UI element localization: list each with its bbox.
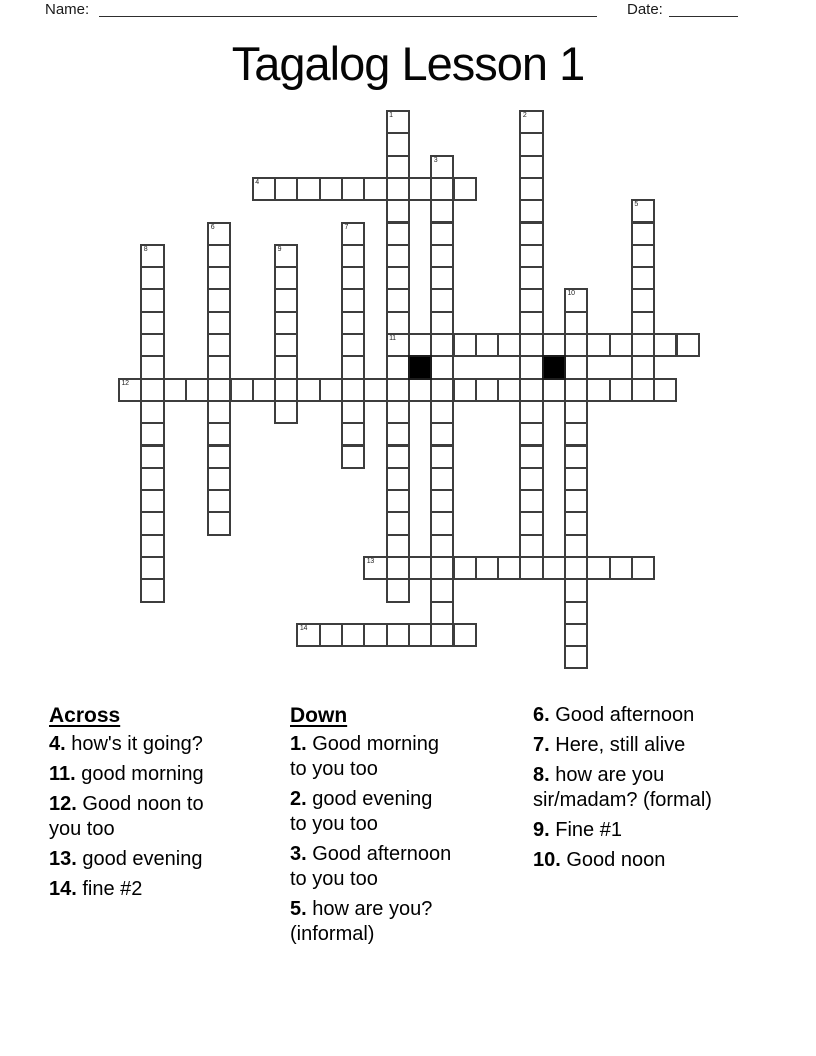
grid-cell-r4-c14[interactable]	[430, 199, 454, 223]
grid-cell-r5-c23[interactable]	[631, 222, 655, 246]
grid-cell-r20-c13[interactable]	[408, 556, 432, 580]
grid-cell-r15-c10[interactable]	[341, 445, 365, 469]
clue-5-down	[290, 897, 502, 947]
grid-cell-r19-c1[interactable]	[140, 534, 164, 558]
down-heading: Down	[290, 704, 348, 727]
grid-cell-r23-c20[interactable]	[564, 623, 588, 647]
grid-cell-r11-c14[interactable]	[430, 355, 454, 379]
grid-cell-r9-c20[interactable]	[564, 311, 588, 335]
grid-cell-r12-c17[interactable]	[497, 378, 521, 402]
clue-number: 13.	[49, 848, 77, 870]
grid-cell-r13-c12[interactable]	[386, 400, 410, 424]
cell-number-13: 13	[366, 558, 374, 565]
grid-cell-r10-c4[interactable]	[207, 333, 231, 357]
clue-line: to you too	[290, 813, 378, 835]
grid-cell-r7-c7[interactable]	[274, 266, 298, 290]
clue-12-across	[49, 792, 246, 842]
cell-number-12: 12	[121, 379, 129, 387]
grid-cell-r6-c7[interactable]	[274, 244, 298, 268]
grid-cell-r14-c10[interactable]	[341, 422, 365, 446]
clue-number: 2.	[290, 788, 307, 810]
grid-cell-r23-c9[interactable]	[319, 623, 343, 647]
grid-cell-r17-c4[interactable]	[207, 489, 231, 513]
grid-cell-r19-c12[interactable]	[386, 534, 410, 558]
grid-cell-r13-c7[interactable]	[274, 400, 298, 424]
clue-number: 8.	[533, 764, 550, 786]
grid-cell-r23-c14[interactable]	[430, 623, 454, 647]
grid-cell-r10-c14[interactable]	[430, 333, 454, 357]
grid-cell-r0-c18[interactable]	[519, 110, 543, 134]
grid-cell-r3-c14[interactable]	[430, 177, 454, 201]
grid-cell-r9-c18[interactable]	[519, 311, 543, 335]
clue-line: 6. Good afternoon	[533, 704, 695, 726]
grid-cell-r10-c16[interactable]	[475, 333, 499, 357]
across-heading: Across	[49, 704, 121, 727]
clue-number: 1.	[290, 733, 307, 755]
grid-cell-r7-c1[interactable]	[140, 266, 164, 290]
cell-number-6: 6	[210, 223, 215, 231]
grid-cell-r9-c7[interactable]	[274, 311, 298, 335]
grid-cell-r17-c1[interactable]	[140, 489, 164, 513]
grid-cell-r17-c12[interactable]	[386, 489, 410, 513]
grid-cell-r10-c24[interactable]	[653, 333, 677, 357]
clue-line: 12. Good noon to	[49, 793, 204, 815]
clue-7-down	[533, 733, 773, 758]
grid-cell-r22-c20[interactable]	[564, 601, 588, 625]
clue-4-across	[49, 732, 246, 757]
cell-number-9: 9	[277, 245, 282, 253]
cell-number-8: 8	[143, 245, 148, 253]
clue-6-down	[533, 703, 773, 728]
cell-number-7: 7	[344, 223, 349, 231]
grid-cell-r12-c19[interactable]	[542, 378, 566, 402]
grid-cell-r23-c8[interactable]	[296, 623, 320, 647]
grid-cell-r16-c1[interactable]	[140, 467, 164, 491]
grid-cell-r2-c12[interactable]	[386, 155, 410, 179]
grid-cell-r23-c11[interactable]	[363, 623, 387, 647]
clue-line: 5. how are you?	[290, 898, 433, 920]
grid-cell-r24-c20[interactable]	[564, 645, 588, 669]
grid-cell-r10-c22[interactable]	[609, 333, 633, 357]
grid-cell-r3-c15[interactable]	[453, 177, 477, 201]
grid-cell-r22-c14[interactable]	[430, 601, 454, 625]
grid-cell-r14-c4[interactable]	[207, 422, 231, 446]
grid-cell-r14-c14[interactable]	[430, 422, 454, 446]
grid-cell-r3-c13[interactable]	[408, 177, 432, 201]
grid-cell-r21-c20[interactable]	[564, 578, 588, 602]
grid-cell-r20-c12[interactable]	[386, 556, 410, 580]
grid-cell-r7-c14[interactable]	[430, 266, 454, 290]
clue-line: 9. Fine #1	[533, 819, 622, 841]
grid-cell-r4-c12[interactable]	[386, 199, 410, 223]
grid-cell-r13-c4[interactable]	[207, 400, 231, 424]
grid-cell-r20-c21[interactable]	[586, 556, 610, 580]
cell-number-14: 14	[299, 624, 308, 632]
clue-line: 1. Good morning	[290, 733, 439, 755]
clue-number: 6.	[533, 704, 550, 726]
grid-cell-r9-c12[interactable]	[386, 311, 410, 335]
grid-cell-r10-c19[interactable]	[542, 333, 566, 357]
grid-cell-r10-c15[interactable]	[453, 333, 477, 357]
grid-cell-r21-c14[interactable]	[430, 578, 454, 602]
grid-cell-r10-c25[interactable]	[676, 333, 700, 357]
grid-cell-r7-c4[interactable]	[207, 266, 231, 290]
grid-cell-r11-c23[interactable]	[631, 355, 655, 379]
grid-cell-r12-c1[interactable]	[140, 378, 164, 402]
cell-number-1: 1	[389, 112, 393, 119]
clue-14-across	[49, 877, 246, 902]
grid-cell-r19-c14[interactable]	[430, 534, 454, 558]
grid-cell-r20-c14[interactable]	[430, 556, 454, 580]
grid-cell-r12-c7[interactable]	[274, 378, 298, 402]
grid-cell-r11-c4[interactable]	[207, 355, 231, 379]
clue-number: 7.	[533, 734, 550, 756]
grid-cell-r6-c18[interactable]	[519, 244, 543, 268]
grid-cell-r20-c17[interactable]	[497, 556, 521, 580]
grid-cell-r3-c9[interactable]	[319, 177, 343, 201]
grid-cell-r3-c11[interactable]	[363, 177, 387, 201]
grid-cell-r12-c10[interactable]	[341, 378, 365, 402]
cell-number-2: 2	[522, 112, 527, 119]
grid-cell-r11-c1[interactable]	[140, 355, 164, 379]
grid-cell-r3-c18[interactable]	[519, 177, 543, 201]
clue-line: sir/madam? (formal)	[533, 789, 712, 811]
clue-line: 10. Good noon	[533, 849, 666, 871]
grid-cell-r23-c15[interactable]	[453, 623, 477, 647]
grid-cell-r13-c10[interactable]	[341, 400, 365, 424]
grid-cell-r20-c19[interactable]	[542, 556, 566, 580]
grid-cell-r5-c12[interactable]	[386, 222, 410, 246]
grid-cell-r8-c7[interactable]	[274, 288, 298, 312]
cell-number-10: 10	[567, 290, 575, 298]
grid-cell-r10-c23[interactable]	[631, 333, 655, 357]
grid-cell-r3-c6[interactable]	[252, 177, 276, 201]
clue-1-down	[290, 732, 502, 782]
grid-cell-r3-c7[interactable]	[274, 177, 298, 201]
down-clues-column	[290, 703, 502, 952]
grid-cell-r10-c1[interactable]	[140, 333, 164, 357]
grid-cell-r7-c12[interactable]	[386, 266, 410, 290]
grid-cell-r5-c4[interactable]	[207, 222, 231, 246]
grid-cell-r7-c10[interactable]	[341, 266, 365, 290]
grid-cell-r8-c18[interactable]	[519, 288, 543, 312]
grid-cell-r15-c4[interactable]	[207, 445, 231, 469]
grid-cell-r3-c10[interactable]	[341, 177, 365, 201]
clue-line: to you too	[290, 868, 378, 890]
clue-line: to you too	[290, 758, 378, 780]
grid-cell-r11-c20[interactable]	[564, 355, 588, 379]
clue-line: 13. good evening	[49, 848, 203, 870]
clue-line: 4. how's it going?	[49, 733, 203, 755]
grid-cell-r18-c18[interactable]	[519, 511, 543, 535]
grid-cell-r5-c14[interactable]	[430, 222, 454, 246]
grid-cell-r23-c12[interactable]	[386, 623, 410, 647]
grid-cell-r8-c10[interactable]	[341, 288, 365, 312]
grid-cell-r19-c18[interactable]	[519, 534, 543, 558]
grid-cell-r12-c22[interactable]	[609, 378, 633, 402]
grid-cell-r6-c12[interactable]	[386, 244, 410, 268]
grid-cell-r12-c23[interactable]	[631, 378, 655, 402]
clue-line: 7. Here, still alive	[533, 734, 686, 756]
grid-cell-r16-c12[interactable]	[386, 467, 410, 491]
grid-cell-r16-c18[interactable]	[519, 467, 543, 491]
grid-cell-r16-c4[interactable]	[207, 467, 231, 491]
clue-line: you too	[49, 818, 115, 840]
grid-cell-r23-c10[interactable]	[341, 623, 365, 647]
grid-cell-r20-c22[interactable]	[609, 556, 633, 580]
clue-line: 11. good morning	[49, 763, 204, 785]
clue-11-across	[49, 762, 246, 787]
grid-cell-r20-c1[interactable]	[140, 556, 164, 580]
clue-line: 8. how are you	[533, 764, 665, 786]
grid-cell-r14-c1[interactable]	[140, 422, 164, 446]
grid-cell-r20-c18[interactable]	[519, 556, 543, 580]
grid-cell-r9-c14[interactable]	[430, 311, 454, 335]
grid-cell-r13-c18[interactable]	[519, 400, 543, 424]
clue-line: 3. Good afternoon	[290, 843, 452, 865]
grid-cell-r12-c6[interactable]	[252, 378, 276, 402]
grid-cell-r20-c20[interactable]	[564, 556, 588, 580]
grid-cell-r11-c12[interactable]	[386, 355, 410, 379]
grid-cell-r12-c16[interactable]	[475, 378, 499, 402]
block-cell	[408, 355, 432, 379]
across-clues-column	[49, 703, 246, 907]
grid-cell-r9-c10[interactable]	[341, 311, 365, 335]
grid-cell-r21-c1[interactable]	[140, 578, 164, 602]
grid-cell-r9-c4[interactable]	[207, 311, 231, 335]
grid-cell-r18-c4[interactable]	[207, 511, 231, 535]
grid-cell-r12-c4[interactable]	[207, 378, 231, 402]
clue-number: 5.	[290, 898, 307, 920]
grid-cell-r18-c14[interactable]	[430, 511, 454, 535]
grid-cell-r17-c18[interactable]	[519, 489, 543, 513]
grid-cell-r18-c1[interactable]	[140, 511, 164, 535]
grid-cell-r14-c18[interactable]	[519, 422, 543, 446]
grid-cell-r12-c2[interactable]	[163, 378, 187, 402]
grid-cell-r11-c7[interactable]	[274, 355, 298, 379]
down-clue-list	[290, 732, 502, 947]
grid-cell-r12-c13[interactable]	[408, 378, 432, 402]
grid-cell-r20-c11[interactable]	[363, 556, 387, 580]
clue-number: 4.	[49, 733, 66, 755]
grid-cell-r12-c5[interactable]	[230, 378, 254, 402]
cell-number-4: 4	[255, 178, 259, 186]
clue-line: 14. fine #2	[49, 878, 143, 900]
grid-cell-r16-c14[interactable]	[430, 467, 454, 491]
grid-cell-r12-c14[interactable]	[430, 378, 454, 402]
grid-cell-r4-c18[interactable]	[519, 199, 543, 223]
grid-cell-r16-c20[interactable]	[564, 467, 588, 491]
grid-cell-r10-c17[interactable]	[497, 333, 521, 357]
grid-cell-r15-c18[interactable]	[519, 445, 543, 469]
grid-cell-r15-c20[interactable]	[564, 445, 588, 469]
grid-cell-r10-c18[interactable]	[519, 333, 543, 357]
grid-cell-r6-c4[interactable]	[207, 244, 231, 268]
cell-number-11: 11	[389, 335, 396, 342]
grid-cell-r8-c23[interactable]	[631, 288, 655, 312]
clue-number: 11.	[49, 763, 76, 785]
grid-cell-r2-c14[interactable]	[430, 155, 454, 179]
grid-cell-r3-c8[interactable]	[296, 177, 320, 201]
grid-cell-r10-c20[interactable]	[564, 333, 588, 357]
grid-cell-r12-c21[interactable]	[586, 378, 610, 402]
grid-cell-r1-c18[interactable]	[519, 132, 543, 156]
clue-line: 2. good evening	[290, 788, 433, 810]
cell-number-5: 5	[634, 201, 638, 209]
grid-cell-r12-c20[interactable]	[564, 378, 588, 402]
grid-cell-r5-c18[interactable]	[519, 222, 543, 246]
grid-cell-r11-c10[interactable]	[341, 355, 365, 379]
grid-cell-r18-c20[interactable]	[564, 511, 588, 535]
clue-number: 9.	[533, 819, 550, 841]
grid-cell-r9-c23[interactable]	[631, 311, 655, 335]
down-clue-list-continued	[533, 703, 773, 873]
grid-cell-r10-c13[interactable]	[408, 333, 432, 357]
grid-cell-r2-c18[interactable]	[519, 155, 543, 179]
name-label: Name:	[45, 1, 90, 18]
grid-cell-r8-c1[interactable]	[140, 288, 164, 312]
grid-cell-r7-c23[interactable]	[631, 266, 655, 290]
clue-9-down	[533, 818, 773, 843]
clue-number: 10.	[533, 849, 561, 871]
grid-cell-r6-c14[interactable]	[430, 244, 454, 268]
grid-cell-r10-c10[interactable]	[341, 333, 365, 357]
grid-cell-r13-c1[interactable]	[140, 400, 164, 424]
grid-cell-r19-c20[interactable]	[564, 534, 588, 558]
clue-8-down	[533, 763, 773, 813]
grid-cell-r9-c1[interactable]	[140, 311, 164, 335]
grid-cell-r17-c20[interactable]	[564, 489, 588, 513]
clue-line: (informal)	[290, 923, 375, 945]
grid-cell-r8-c12[interactable]	[386, 288, 410, 312]
grid-cell-r17-c14[interactable]	[430, 489, 454, 513]
grid-cell-r14-c12[interactable]	[386, 422, 410, 446]
grid-cell-r6-c10[interactable]	[341, 244, 365, 268]
clue-13-across	[49, 847, 246, 872]
clue-10-down	[533, 848, 773, 873]
grid-cell-r12-c11[interactable]	[363, 378, 387, 402]
block-cell	[542, 355, 566, 379]
grid-cell-r3-c12[interactable]	[386, 177, 410, 201]
down-clues-column-continued	[533, 703, 773, 878]
grid-cell-r5-c10[interactable]	[341, 222, 365, 246]
grid-cell-r15-c1[interactable]	[140, 445, 164, 469]
grid-cell-r6-c23[interactable]	[631, 244, 655, 268]
grid-cell-r14-c20[interactable]	[564, 422, 588, 446]
grid-cell-r23-c13[interactable]	[408, 623, 432, 647]
grid-cell-r12-c9[interactable]	[319, 378, 343, 402]
grid-cell-r8-c14[interactable]	[430, 288, 454, 312]
clue-3-down	[290, 842, 502, 892]
grid-cell-r13-c20[interactable]	[564, 400, 588, 424]
grid-cell-r6-c1[interactable]	[140, 244, 164, 268]
grid-cell-r1-c12[interactable]	[386, 132, 410, 156]
across-clue-list	[49, 732, 246, 902]
grid-cell-r0-c12[interactable]	[386, 110, 410, 134]
grid-cell-r12-c18[interactable]	[519, 378, 543, 402]
grid-cell-r12-c12[interactable]	[386, 378, 410, 402]
clue-2-down	[290, 787, 502, 837]
grid-cell-r11-c18[interactable]	[519, 355, 543, 379]
page-title: Tagalog Lesson 1	[231, 37, 585, 90]
grid-cell-r4-c23[interactable]	[631, 199, 655, 223]
grid-cell-r7-c18[interactable]	[519, 266, 543, 290]
grid-cell-r20-c16[interactable]	[475, 556, 499, 580]
grid-cell-r13-c14[interactable]	[430, 400, 454, 424]
grid-cell-r20-c23[interactable]	[631, 556, 655, 580]
grid-cell-r12-c0[interactable]	[118, 378, 142, 402]
cell-number-3: 3	[433, 156, 438, 164]
grid-cell-r12-c8[interactable]	[296, 378, 320, 402]
grid-cell-r21-c12[interactable]	[386, 578, 410, 602]
grid-cell-r8-c4[interactable]	[207, 288, 231, 312]
grid-cell-r10-c21[interactable]	[586, 333, 610, 357]
grid-cell-r12-c3[interactable]	[185, 378, 209, 402]
grid-cell-r15-c14[interactable]	[430, 445, 454, 469]
grid-cell-r18-c12[interactable]	[386, 511, 410, 535]
grid-cell-r12-c24[interactable]	[653, 378, 677, 402]
grid-cell-r10-c7[interactable]	[274, 333, 298, 357]
clue-number: 14.	[49, 878, 77, 900]
clue-number: 12.	[49, 793, 77, 815]
grid-cell-r8-c20[interactable]	[564, 288, 588, 312]
clue-number: 3.	[290, 843, 307, 865]
grid-cell-r10-c12[interactable]	[386, 333, 410, 357]
grid-cell-r20-c15[interactable]	[453, 556, 477, 580]
grid-cell-r12-c15[interactable]	[453, 378, 477, 402]
date-label: Date:	[627, 1, 663, 18]
grid-cell-r15-c12[interactable]	[386, 445, 410, 469]
